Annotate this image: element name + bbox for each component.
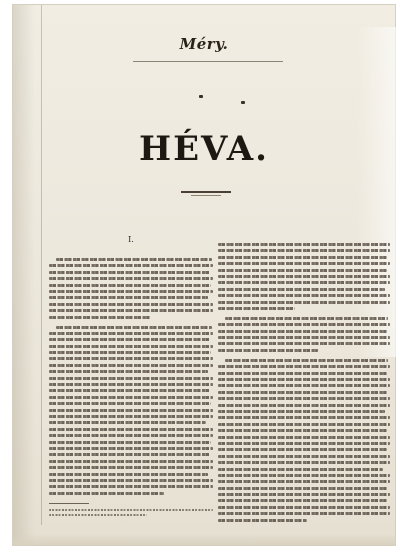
text-line (218, 342, 390, 345)
text-line (218, 384, 390, 387)
article-title: HÉVA. (139, 129, 269, 169)
text-line (218, 461, 390, 464)
text-line (49, 377, 213, 380)
text-line (56, 258, 212, 261)
running-header-author: Méry. (179, 35, 229, 53)
text-line (218, 288, 385, 291)
text-line (218, 499, 387, 502)
text-line (49, 303, 213, 306)
footnote-line (49, 514, 147, 516)
text-line (218, 365, 390, 368)
text-line (218, 349, 318, 352)
text-line (49, 479, 213, 482)
ornament-dot (241, 101, 245, 104)
text-line (49, 466, 213, 469)
chapter-subtitle-illegible (49, 246, 213, 252)
text-line (218, 429, 387, 432)
text-line (49, 402, 211, 405)
text-line (49, 441, 211, 444)
text-line (49, 409, 213, 412)
text-line (49, 396, 213, 399)
text-line (225, 317, 388, 320)
text-column-right (218, 243, 390, 525)
text-line (218, 275, 390, 278)
text-line (218, 480, 390, 483)
text-line (218, 512, 390, 515)
text-line (218, 372, 387, 375)
text-line (218, 391, 388, 394)
text-line (218, 307, 295, 310)
text-line (49, 357, 213, 360)
text-line (49, 492, 164, 495)
binding-fold-line (41, 5, 42, 525)
text-line (218, 323, 390, 326)
text-line (218, 423, 390, 426)
text-line (56, 326, 212, 329)
text-column-left (49, 235, 213, 519)
title-rule (181, 191, 231, 193)
text-line (49, 415, 213, 418)
text-line (218, 249, 390, 252)
text-line (218, 262, 390, 265)
text-line (218, 506, 390, 509)
text-line (218, 410, 385, 413)
text-line (218, 378, 390, 381)
text-line (218, 243, 390, 246)
text-line (218, 448, 388, 451)
text-line (49, 460, 213, 463)
text-line (49, 485, 213, 488)
text-line (49, 370, 208, 373)
text-line (218, 436, 390, 439)
text-line (49, 290, 213, 293)
text-line (49, 332, 213, 335)
footnote-line (49, 509, 213, 511)
text-line (49, 338, 210, 341)
text-line (49, 277, 213, 280)
text-line (218, 269, 388, 272)
text-line (218, 256, 387, 259)
text-line (218, 301, 390, 304)
text-line (49, 447, 213, 450)
footnote-rule (49, 503, 89, 504)
text-line (49, 264, 213, 267)
chapter-number: I. (128, 235, 134, 244)
text-line (49, 345, 213, 348)
text-line (225, 359, 388, 362)
text-line (49, 389, 210, 392)
text-line (218, 487, 388, 490)
text-line (218, 442, 390, 445)
text-line (218, 416, 390, 419)
text-line (49, 296, 208, 299)
text-line (49, 309, 213, 312)
header-rule (133, 61, 283, 62)
text-line (49, 473, 208, 476)
text-line (49, 271, 210, 274)
text-line (218, 493, 390, 496)
text-line (49, 351, 211, 354)
title-rule-thin (191, 195, 221, 196)
text-line (218, 281, 390, 284)
text-line (218, 519, 307, 522)
text-line (218, 468, 383, 471)
text-line (49, 284, 211, 287)
text-line (49, 428, 213, 431)
ornament-dot (199, 95, 203, 98)
text-line (49, 383, 213, 386)
text-line (218, 336, 390, 339)
text-line (218, 404, 390, 407)
text-line (49, 316, 151, 319)
text-line (49, 453, 210, 456)
text-line (218, 330, 388, 333)
text-line (218, 455, 390, 458)
page-bottom-edge (13, 533, 395, 545)
text-line (218, 397, 390, 400)
text-line (49, 364, 213, 367)
text-line (49, 434, 213, 437)
text-line (49, 421, 206, 424)
scanned-page (12, 4, 396, 546)
text-line (218, 474, 390, 477)
text-line (218, 294, 390, 297)
